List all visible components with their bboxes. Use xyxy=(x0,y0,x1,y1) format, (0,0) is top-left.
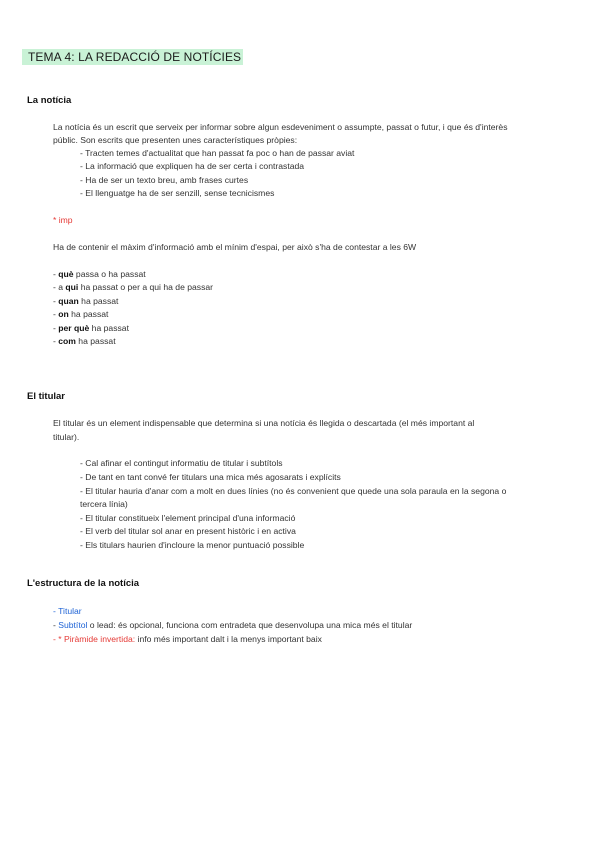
w-list-item: - on ha passat xyxy=(53,309,109,319)
structure-item: - Subtítol o lead: és opcional, funciona com entradeta que desenvolupa una mica més el titular xyxy=(53,620,413,630)
paragraph-line: La notícia és un escrit que serveix per informar sobre algun esdeveniment o assumpte, passat o futur, i que és d'interès xyxy=(53,122,508,132)
w-list-item: - a qui ha passat o per a qui ha de passar xyxy=(53,282,214,292)
list-item: - El llenguatge ha de ser senzill, sense tecnicismes xyxy=(80,188,275,198)
w-list-item: - com ha passat xyxy=(53,336,116,346)
list-item: - Cal afinar el contingut informatiu de titular i subtítols xyxy=(80,458,283,468)
list-item-continuation: tercera línia) xyxy=(80,499,128,509)
structure-item: - * Piràmide invertida: info més important dalt i la menys important baix xyxy=(53,634,322,644)
section-heading-noticia: La notícia xyxy=(27,95,72,106)
section-heading-estructura: L'estructura de la notícia xyxy=(27,578,140,589)
imp-note: * imp xyxy=(53,215,73,225)
structure-item: - Titular xyxy=(53,606,82,616)
w-list-item: - quan ha passat xyxy=(53,296,119,306)
paragraph-line: públic. Son escrits que presenten unes característiques pròpies: xyxy=(53,135,298,145)
list-item: - El titular hauria d'anar com a molt en dues línies (no és convenient que quede una sola paraula en la segona o xyxy=(80,486,507,496)
list-item: - El verb del titular sol anar en present històric i en activa xyxy=(80,526,296,536)
list-item: - El titular constitueix l'element principal d'una informació xyxy=(80,513,296,523)
page-title: TEMA 4: LA REDACCIÓ DE NOTÍCIES xyxy=(22,49,243,65)
paragraph-line: titular). xyxy=(53,432,80,442)
list-item: - Tracten temes d'actualitat que han passat fa poc o han de passar aviat xyxy=(80,148,355,158)
list-item: - La informació que expliquen ha de ser certa i contrastada xyxy=(80,161,305,171)
list-item: - Ha de ser un texto breu, amb frases curtes xyxy=(80,175,249,185)
section-heading-titular: El titular xyxy=(27,391,66,402)
w-list-item: - per què ha passat xyxy=(53,323,129,333)
list-item: - De tant en tant convé fer titulars una mica més agosarats i explícits xyxy=(80,472,341,482)
paragraph-line: Ha de contenir el màxim d'informació amb el mínim d'espai, per això s'ha de contestar a les 6W xyxy=(53,242,417,252)
w-list-item: - què passa o ha passat xyxy=(53,269,146,279)
paragraph-line: El titular és un element indispensable que determina si una notícia és llegida o descartada (el més important al xyxy=(53,418,475,428)
list-item: - Els titulars haurien d'incloure la menor puntuació possible xyxy=(80,540,305,550)
